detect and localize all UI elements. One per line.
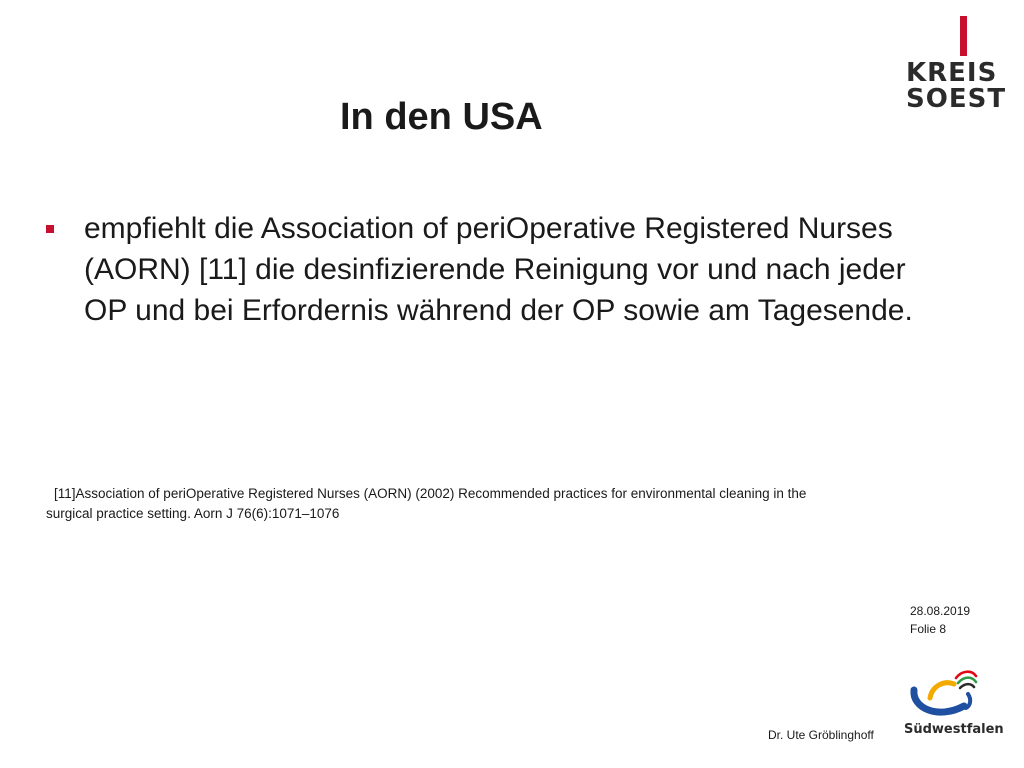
footer-slide-number: Folie 8 [910, 622, 947, 636]
suedwestfalen-logo [904, 668, 1004, 744]
bullet-text: empfiehlt die Association of periOperative Registered Nurses (AORN) [11] die desinfizierende Reinigung vor und nach jeder OP und bei Erfordernis während der OP sowie am Tagesende. [84, 212, 913, 327]
suedwestfalen-wordmark: Südwestfalen [904, 722, 1004, 737]
footer-author: Dr. Ute Gröblinghoff [768, 728, 874, 742]
kreis-soest-logo [900, 14, 1007, 114]
suedwestfalen-logo-mark-icon [908, 668, 982, 722]
logo-word-kreis: KREIS [906, 58, 998, 88]
reference-line-2: surgical practice setting. Aorn J 76(6):1071–1076 [46, 506, 340, 521]
logo-red-bar [960, 16, 967, 56]
footer-date: 28.08.2019 [910, 604, 971, 618]
reference-citation [46, 484, 926, 524]
bullet-marker-icon [46, 225, 54, 233]
logo-word-soest: SOEST [906, 84, 1007, 114]
slide-title: In den USA [340, 96, 543, 138]
reference-line-1: [11]Association of periOperative Registered Nurses (AORN) (2002) Recommended practices for environmental cleaning in the [54, 486, 807, 501]
